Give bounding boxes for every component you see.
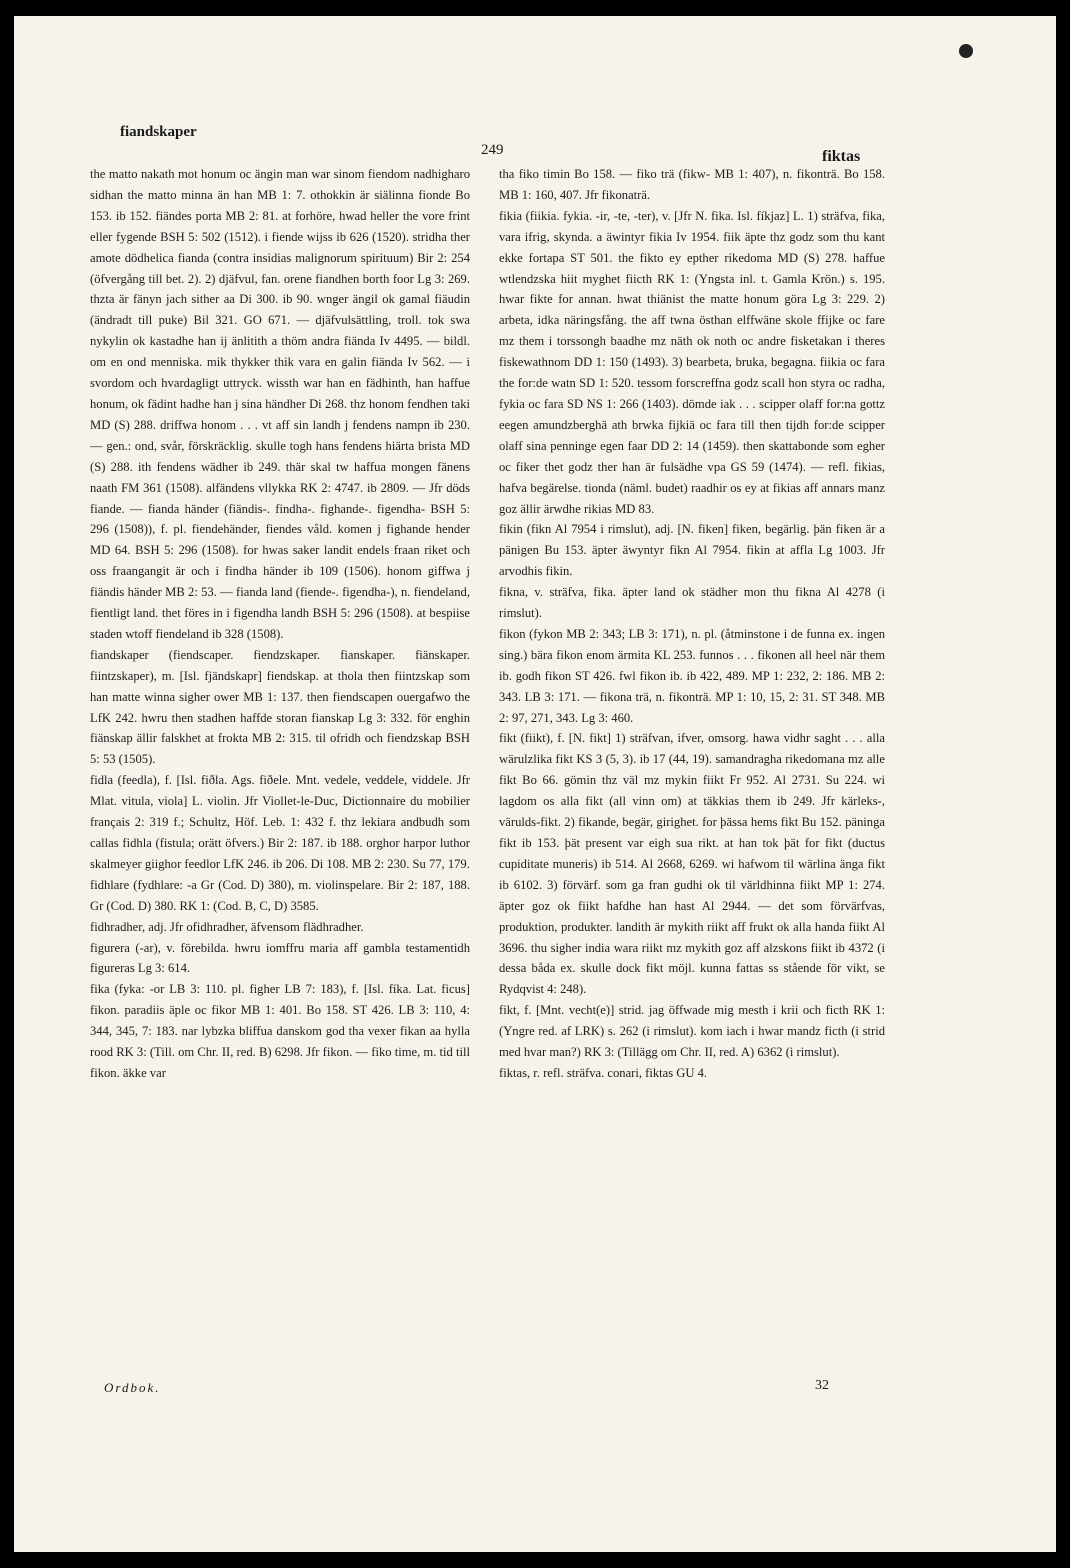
entry-paragraph: fidhradher, adj. Jfr ofidhradher, äfvensom flädhradher. [90, 919, 364, 934]
header-left-catchword: fiandskaper [120, 124, 197, 140]
ink-dot [959, 44, 973, 58]
header-right-catchword: fiktas [822, 148, 861, 165]
entry-paragraph: fikin (fikn Al 7954 i rimslut), adj. [N. fiken] fiken, begärlig. þän fiken är a pänigen Bu 153. äpter äwyntyr fikn Al 7954. fikin at affla Lg 1003. Jfr arvodhis fikin. [499, 522, 885, 579]
entry-paragraph: fidla (feedla), f. [Isl. fiðla. Ags. fiðele. Mnt. vedele, veddele, viddele. Jfr Mlat. vitula, viola] L. violin. Jfr Viollet-le-Duc, Dictionnaire du mobilier français 2: 319 f.; Schultz, Höf. Leb. 1: 432 f. thz lekiara andbudh som callas fidhla (fistula; orätt öfvers.) Bir 2: 187. ib 188. orghor harpor luthor skalmeyer giighor feedlor LfK 246. ib 206. Di 108. MB 2: 230. Su 77, 179. [90, 773, 470, 871]
entry-paragraph: the matto nakath mot honum oc ängin man war sinom fiendom nadhigharo sidhan the matto minna än han MB 1: 7. othokkin är siälinna fionde Bo 153. ib 152. fiändes porta MB 2: 81. at forhöre, hwad heller the vore frint eller fygende BSH 5: 502 (1512). i fiende wijss ib 626 (1520). stridha ther amote dödhelica fianda (contra insidias malignorum spirituum) Bir 2: 254 (öfvergång till bet. 2). 2) djäfvul, fan. orene fiandhen borth foor Lg 3: 269. thzta är fänyn jach sither aa Di 300. ib 90. wnger ängil ok gamal fiäudin (ändradt till puke) Bil 321. GO 671. — djäfvulsättling, troll. tok swa nykylin ok kastadhe han ij änlitith a thöm andra fiända Iv 4495. — bildl. om en ond menniska. mik thykker thik vara en galin fiända Iv 562. — i svordom och hvardagligt uttryck. wissth war han en fädhinth, han haffue honum, ok fädint hadhe han j sina händher Di 268. thz honom fendhen taki MD (S) 288. driffwa honom . . . vt aff sin landh j fendens nampn ib 230. — gen.: ond, svår, förskräcklig. skulle togh hans fendens hiärta brista MD (S) 288. ith fendens wädher ib 249. thär skal tw haffua mongen fänens naath FM 361 (1508). alfändens vllykka RK 2: 4747. ib 2809. — Jfr döds fiande. — fianda händer (fiändis-. findha-. fighande-. figendha- BSH 5: 296 (1508)), f. pl. fiendehänder, fiendes våld. komen j fighande hender MD 64. BSH 5: 296 (1508). for hwas saker landit endels fraan riket och oss fraangangit är och i findha händer ib 109 (1506). honom giffwa j fiändis händer MB 2: 53. — fianda land (fiende-. figendha-), n. fiendeland, fientligt land. thet föres in i figendha landh BSH 5: 296 (1508). at bespiise staden wtoff fiendeland ib 328 (1508). [90, 167, 470, 641]
dictionary-page [14, 16, 1056, 1552]
entry-paragraph: fikt (fiikt), f. [N. fikt] 1) sträfvan, ifver, omsorg. hawa vidhr saght . . . alla wärulzlika fikt KS 3 (5, 3). ib 17 (44, 19). samandragha rikedomana mz alle fikt Bo 66. gömin thz väl mz mykin fiikt Fr 952. Al 2731. Su 224. wi lagdom os alla fikt (all vinn om) at täkkias them ib 249. Jfr kärleks-, värulds-fikt. 2) fikande, begär, girighet. for þässa hems fikt Bu 152. päninga fikt ib 153. þät present var eigh sua rikt. at han tok þät for fikt (ductus cupiditate muneris) ib 514. Al 2668, 6269. wi hafwom til wärlina änga fikt ib 6102. 3) förvärf. som ga fran gudhi ok til världhinna fiikt MP 1: 274. äpter goz ok fiikt hafdhe han hast Al 2944. — det som förvärfvas, produktion, produkter. landith är mykith riikt aff frukt ok alla handa fiikt Al 3696. thu sigher india wara riikt mz mykith goz aff alzskons fiikt ib 4372 (i dessa båda ex. skulle dock fikt möjl. kunna fattas ss stående för vikt, se Rydqvist 4: 248). [499, 731, 885, 997]
entry-paragraph: fiandskaper (fiendscaper. fiendzskaper. fianskaper. fiänskaper. fiintzskaper), m. [Isl. fjändskapr] fiendskap. at thola then fiintzskap som han matte winna sigher ower MB 1: 137. then fiendscapen ouergafwo the LfK 242. hwru then stadhen haffde storan fianskap Lg 3: 332. för enghin fiänskap ällir falskhet at frokta MB 2: 315. til ofridh och fiendzskap BSH 5: 53 (1505). [90, 647, 470, 767]
entry-paragraph: fikt, f. [Mnt. vecht(e)] strid. jag öffwade mig mesth i krii och ficth RK 1: (Yngre red. af LRK) s. 262 (i rimslut). kom iach i hwar mandz ficth (i strid med hvar man?) RK 3: (Tillägg om Chr. II, red. A) 6362 (i rimslut). [499, 1003, 885, 1060]
entry-paragraph: fikon (fykon MB 2: 343; LB 3: 171), n. pl. (åtminstone i de funna ex. ingen sing.) bära fikon enom ärmita KL 253. funnos . . . fikonen all heel när them ib. godh fikon ST 426. fwl fikon ib. ib 422, 489. MP 1: 232, 2: 186. MB 2: 343. LB 3: 171. — fikona trä, n. fikonträ. MP 1: 10, 15, 2: 31. ST 348. MB 2: 97, 271, 343. Lg 3: 460. [499, 626, 885, 725]
entry-paragraph: fiktas, r. refl. sträfva. conari, fiktas GU 4. [499, 1065, 708, 1080]
entry-paragraph: fikia (fiikia. fykia. -ir, -te, -ter), v. [Jfr N. fika. Isl. fíkjaz] L. 1) sträfva, fika, vara ifrig, skynda. a äwintyr fikia Iv 1954. fiik äpte thz godz som thu kant ekke fortapa ST 501. the fikto ey epther rikedoma MD (S) 278. haffue wtlendzska hiit myghet fiicth RK 1: (Yngsta inl. t. Gamla Krön.) s. 195. hwar fikte for annan. hwat thiänist the matte honum göra Lg 3: 229. 2) arbeta, idka näringsfång. the aff twna östhan elffwäne skole ffijke oc fare mz them i torssongh baadhe mz näth ok noth oc andre fisketakan i theres fiskewathnom DD 1: 150 (1493). 3) bearbeta, bruka, begagna. fiikia oc fara the for:de watn SD 1: 520. tessom forscreffna godz scall hon styra oc radha, fykia oc fara SD NS 1: 266 (1403). dömde iak . . . scipper olaff for:na gottz eegen amundzberghä ath brwka fijkiä oc fara till then tijdh for:de scipper olaff sina penninge egen faar DD 2: 14 (1459). then skattabonde som egher oc fiker thet godz ther han är fulsädhe vpa GS 59 (1474). — refl. fikias, hafva begärelse. tionda (näml. budet) raadhir os ey at fikias aff annars manz goz ällir ärwdhe rikias MD 83. [499, 208, 885, 516]
entry-paragraph: tha fiko timin Bo 158. — fiko trä (fikw- MB 1: 407), n. fikonträ. Bo 158. MB 1: 160, 407. Jfr fikonaträ. [499, 167, 885, 202]
entry-paragraph: fikna, v. sträfva, fika. äpter land ok städher mon thu fikna Al 4278 (i rimslut). [499, 585, 885, 621]
left-column [90, 164, 470, 1084]
sheet-number: 32 [815, 1378, 829, 1393]
entry-paragraph: figurera (-ar), v. förebilda. hwru iomffru maria aff gambla testamentidh figureras Lg 3: 614. [90, 940, 470, 976]
entry-paragraph: fika (fyka: -or LB 3: 110. pl. figher LB 7: 183), f. [Isl. fíka. Lat. ficus] fikon. paradiis äple oc fikor MB 1: 401. Bo 158. ST 426. LB 3: 110, 4: 344, 345, 7: 183. nar lybzka bliffua danskom god tha vexer fikan aa hylla rood RK 3: (Till. om Chr. II, red. B) 6298. Jfr fikon. — fiko time, m. tid till fikon. äkke var [90, 982, 470, 1080]
right-column [499, 164, 885, 1084]
signature-mark: Ordbok. [104, 1380, 161, 1395]
page-number: 249 [481, 142, 504, 158]
entry-paragraph: fidhlare (fydhlare: -a Gr (Cod. D) 380), m. violinspelare. Bir 2: 187, 188. Gr (Cod. D) 380. RK 1: (Cod. B, C, D) 3585. [90, 877, 470, 913]
